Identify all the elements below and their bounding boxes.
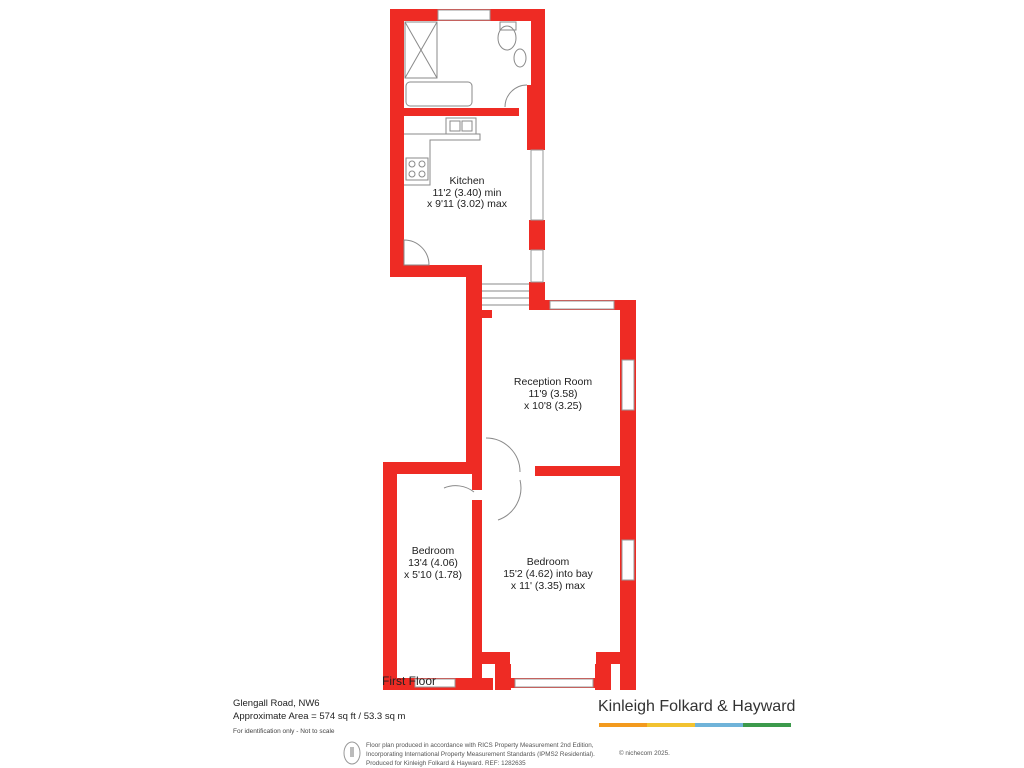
brand-bar-orange xyxy=(599,723,647,727)
floor-label: First Floor xyxy=(382,674,436,688)
identification-note: For identification only - Not to scale xyxy=(233,728,335,735)
brand-bar-yellow xyxy=(647,723,695,727)
reception-name: Reception Room xyxy=(513,376,593,388)
footer-copyright: © nichecom 2025. xyxy=(619,750,670,757)
bedroom-large-dim2: x 11' (3.35) max xyxy=(510,580,586,592)
brand-bar-green xyxy=(743,723,791,727)
brand-bar-blue xyxy=(695,723,743,727)
kitchen-dim2: x 9'11 (3.02) max xyxy=(426,198,508,210)
bedroom-small-dim1: 13'4 (4.06) xyxy=(408,557,458,569)
kitchen-dim1: 11'2 (3.40) min xyxy=(432,187,502,199)
property-address: Glengall Road, NW6 xyxy=(233,698,320,709)
footer-notes xyxy=(366,741,595,768)
brand-name: Kinleigh Folkard & Hayward xyxy=(598,698,796,715)
footer-line-3: Produced for Kinleigh Folkard & Hayward. REF: 1282635 xyxy=(366,760,526,767)
bedroom-small-name: Bedroom xyxy=(411,545,455,557)
footer-line-1: Floor plan produced in accordance with RICS Property Measurement 2nd Edition, xyxy=(366,742,594,749)
property-info xyxy=(233,698,405,739)
bedroom-large-name: Bedroom xyxy=(526,556,570,568)
rics-badge-icon xyxy=(343,741,361,765)
reception-dim2: x 10'8 (3.25) xyxy=(523,400,583,412)
bedroom-small-dim2: x 5'10 (1.78) xyxy=(403,569,463,581)
bedroom-large-dim1: 15'2 (4.62) into bay xyxy=(503,568,593,580)
property-area: Approximate Area = 574 sq ft / 53.3 sq m xyxy=(233,710,406,722)
kitchen-name: Kitchen xyxy=(449,175,485,187)
brand-color-bar xyxy=(599,723,791,727)
reception-dim1: 11'9 (3.58) xyxy=(528,388,578,400)
footer-line-2: Incorporating International Property Measurement Standards (IPMS2 Residential). xyxy=(366,751,595,758)
